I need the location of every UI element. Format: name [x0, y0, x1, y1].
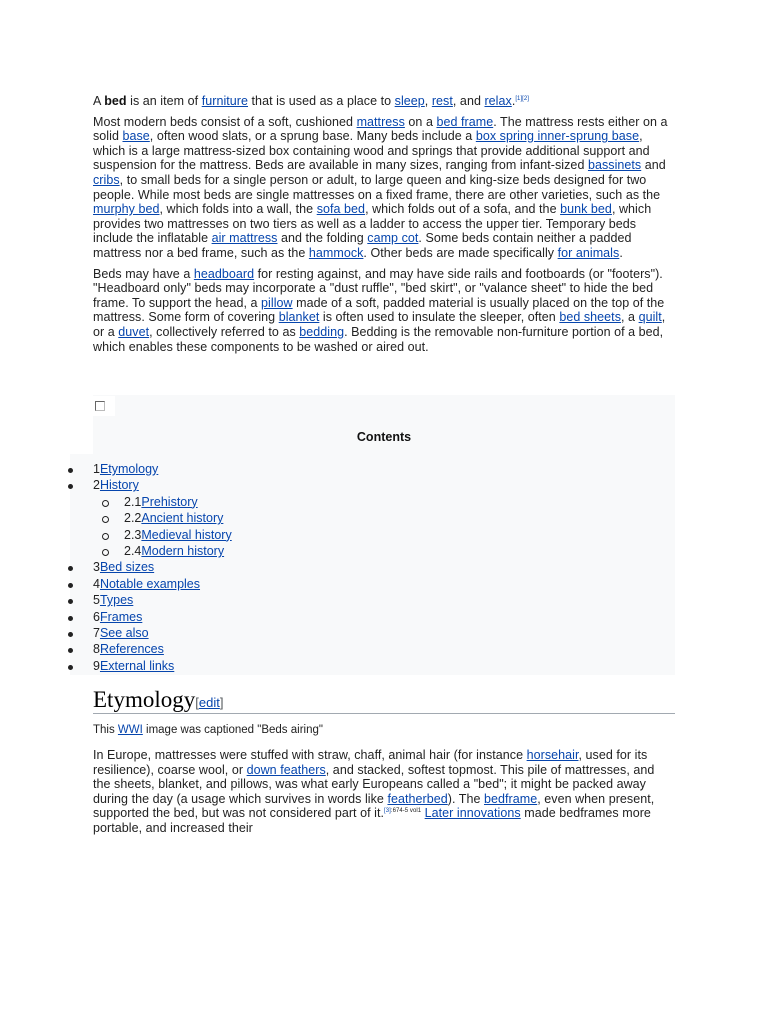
circle-bullet-icon: [102, 500, 109, 507]
toc-entry: [124, 494, 198, 510]
text: , and stacked, softest topmost. This pile of mattresses, and the sheets, blanket, and pillows, was what early Europeans called a "bed"; it might be packed away during the day (a usage which survives in words like: [93, 762, 655, 806]
link-bunk-bed[interactable]: bunk bed: [560, 202, 612, 217]
toc-number: 9: [93, 658, 100, 673]
checkbox-icon[interactable]: [95, 401, 105, 411]
toc-link[interactable]: External links: [99, 658, 175, 673]
link-later-innovations[interactable]: Later innovations: [424, 806, 521, 821]
text: ). The: [447, 791, 484, 806]
text: ,: [424, 94, 432, 108]
text: and the folding: [277, 231, 368, 246]
text: for resting against, and may have side rails and footboards (or "footers"). "Headboard only" beds may incorporate a "dust ruffle", "bed skirt", or "valance sheet" to hide the bed frame. To support the head, a: [93, 266, 663, 310]
link-box-spring[interactable]: box spring inner-sprung base: [475, 129, 640, 144]
etymology-paragraph: [93, 748, 675, 836]
text: A: [93, 94, 105, 108]
link-furniture[interactable]: furniture: [201, 94, 249, 108]
citation-page: :674-5 vol1: [390, 808, 422, 815]
toc-entry: [93, 559, 154, 575]
toc-entry: [124, 543, 224, 559]
toc-link[interactable]: References: [99, 642, 164, 657]
text: . Bedding is the removable non-furniture portion of a bed, which enables these components to be washed or aired out.: [93, 324, 664, 354]
toc-link[interactable]: Ancient history: [141, 511, 224, 526]
toc-number: 6: [93, 609, 100, 624]
citation-ref[interactable]: [3]: [384, 808, 391, 815]
toc-link[interactable]: Medieval history: [141, 527, 232, 542]
link-relax[interactable]: relax: [484, 94, 512, 108]
text: is an item of: [126, 94, 202, 108]
text: Beds may have a: [93, 266, 194, 281]
link-bassinets[interactable]: bassinets: [587, 158, 642, 173]
link-camp-cot[interactable]: camp cot: [367, 231, 419, 246]
toc-link[interactable]: History: [99, 478, 139, 493]
link-mattress[interactable]: mattress: [356, 114, 405, 129]
toc-number: 8: [93, 642, 100, 657]
text: In Europe, mattresses were stuffed with straw, chaff, animal hair (for instance: [93, 748, 527, 762]
toc-number: 2.2: [124, 511, 142, 526]
link-bedding[interactable]: bedding: [299, 324, 345, 339]
toc-number: 5: [93, 593, 100, 608]
text: on a: [404, 114, 437, 129]
link-sleep[interactable]: sleep: [394, 94, 425, 108]
toc-link[interactable]: Prehistory: [141, 494, 198, 509]
link-murphy-bed[interactable]: murphy bed: [93, 202, 160, 217]
link-down-feathers[interactable]: down feathers: [246, 762, 326, 777]
etymology-body: [93, 748, 675, 842]
link-quilt[interactable]: quilt: [638, 310, 662, 325]
toc-link[interactable]: Notable examples: [99, 576, 201, 591]
text: Most modern beds consist of a soft, cushioned: [93, 114, 357, 129]
toc-entry: [93, 625, 149, 641]
text: , or a: [93, 310, 666, 339]
toc-link[interactable]: Frames: [99, 609, 143, 624]
intro-paragraph-2: [93, 115, 675, 261]
text: is often used to insulate the sleeper, often: [319, 310, 560, 325]
edit-bracket-close: ]: [219, 695, 224, 710]
bullet-icon: [68, 632, 73, 637]
text: This: [93, 724, 118, 736]
toc-entry: [93, 641, 164, 657]
text: , which folds out of a sofa, and the: [365, 202, 561, 217]
link-wwi[interactable]: WWI: [117, 724, 143, 736]
toc-entry: [93, 609, 142, 625]
text: , used for its resilience), coarse wool, or: [93, 748, 648, 777]
citation-ref[interactable]: [1][2]: [515, 96, 529, 102]
bullet-icon: [68, 616, 73, 621]
text: image was captioned "Beds airing": [142, 724, 323, 736]
toc-entry: [93, 658, 174, 674]
toc-title: Contents: [356, 430, 412, 444]
toc-number: 1: [93, 462, 100, 476]
image-caption: [93, 724, 675, 736]
text: , even when present, supported the bed, but was not considered part of it.: [93, 791, 655, 821]
text: that is used as a place to: [248, 94, 395, 108]
link-duvet[interactable]: duvet: [118, 324, 150, 339]
toc-entry: [93, 576, 200, 592]
link-horsehair[interactable]: horsehair: [526, 748, 579, 762]
bullet-icon: [68, 583, 73, 588]
text: , to small beds for a single person or adult, to large queen and king-size beds designed for two people. While most beds are single mattresses on a fixed frame, there are other varieties, such as the: [93, 172, 661, 202]
toc-entry: [93, 477, 139, 493]
text: . Other beds are made specifically: [363, 245, 558, 260]
toc-link[interactable]: Etymology: [99, 462, 159, 476]
link-hammock[interactable]: hammock: [308, 245, 364, 260]
link-rest[interactable]: rest: [431, 94, 453, 108]
edit-bracket-open: [: [195, 695, 199, 710]
text: .: [511, 94, 516, 108]
toc-number: 2.1: [124, 494, 142, 509]
toc-link[interactable]: Types: [99, 593, 134, 608]
text: , often wood slats, or a sprung base. Many beds include a: [149, 129, 476, 144]
text: made of a soft, padded material is usually placed on the top of the mattress. Some form of covering: [93, 295, 665, 325]
intro-paragraph-1: [93, 94, 675, 109]
toc-entry: [93, 592, 133, 608]
toc-entry: [124, 510, 223, 526]
text: and: [641, 158, 666, 173]
bullet-icon: [68, 468, 73, 473]
link-air-mattress[interactable]: air mattress: [211, 231, 278, 246]
text: , which folds into a wall, the: [159, 202, 317, 217]
toc-number: 7: [93, 625, 100, 640]
link-pillow[interactable]: pillow: [261, 295, 293, 310]
circle-bullet-icon: [102, 533, 109, 540]
text: . The mattress rests either on a solid: [93, 114, 668, 144]
edit-link[interactable]: edit: [198, 695, 220, 710]
text: , which provides two mattresses on two tiers as well as a ladder to access the upper tier. Temporary beds include the inflatable: [93, 202, 652, 246]
link-base[interactable]: base: [122, 129, 150, 144]
toc-number: 2: [93, 478, 100, 493]
toc-link[interactable]: See also: [99, 625, 149, 640]
intro-paragraph-3: [93, 267, 675, 355]
bold-term: bed: [104, 94, 127, 108]
toc-entry: [93, 461, 158, 477]
toc-number: 2.4: [124, 543, 142, 558]
circle-bullet-icon: [102, 549, 109, 556]
link-bed-frame[interactable]: bed frame: [436, 114, 494, 129]
text: , collectively referred to as: [149, 324, 300, 339]
text: , which is a large mattress-sized box containing wood and springs that provide additional support and suspension for the mattress. Beds are available in many sizes, ranging from infant-sized: [93, 129, 650, 173]
bullet-icon: [68, 665, 73, 670]
link-bed-sheets[interactable]: bed sheets: [559, 310, 622, 325]
toc-entry: [124, 527, 232, 543]
text: made bedframes more portable, and increased their: [93, 806, 651, 835]
text: , a: [621, 310, 639, 325]
toc-toggle[interactable]: [93, 396, 115, 416]
link-blanket[interactable]: blanket: [278, 310, 320, 325]
toc-number: 4: [93, 576, 100, 591]
link-featherbed[interactable]: featherbed: [387, 791, 448, 806]
edit-section: [195, 695, 223, 710]
text: . Some beds contain neither a padded mattress nor a bed frame, such as the: [93, 231, 632, 260]
link-sofa-bed[interactable]: sofa bed: [316, 202, 366, 217]
section-heading-etymology: [93, 686, 675, 714]
text: .: [619, 245, 623, 260]
link-bedframe[interactable]: bedframe: [484, 791, 538, 806]
section-title: Etymology: [93, 687, 196, 712]
link-headboard[interactable]: headboard: [193, 266, 255, 281]
link-cribs[interactable]: cribs: [93, 172, 120, 187]
toc-link[interactable]: Modern history: [141, 543, 225, 558]
link-for-animals[interactable]: for animals: [557, 245, 620, 260]
toc-number: 2.3: [124, 527, 142, 542]
toc-link[interactable]: Bed sizes: [99, 560, 155, 575]
article-intro: [93, 94, 675, 360]
toc-number: 3: [93, 560, 100, 575]
text: , and: [452, 94, 485, 108]
